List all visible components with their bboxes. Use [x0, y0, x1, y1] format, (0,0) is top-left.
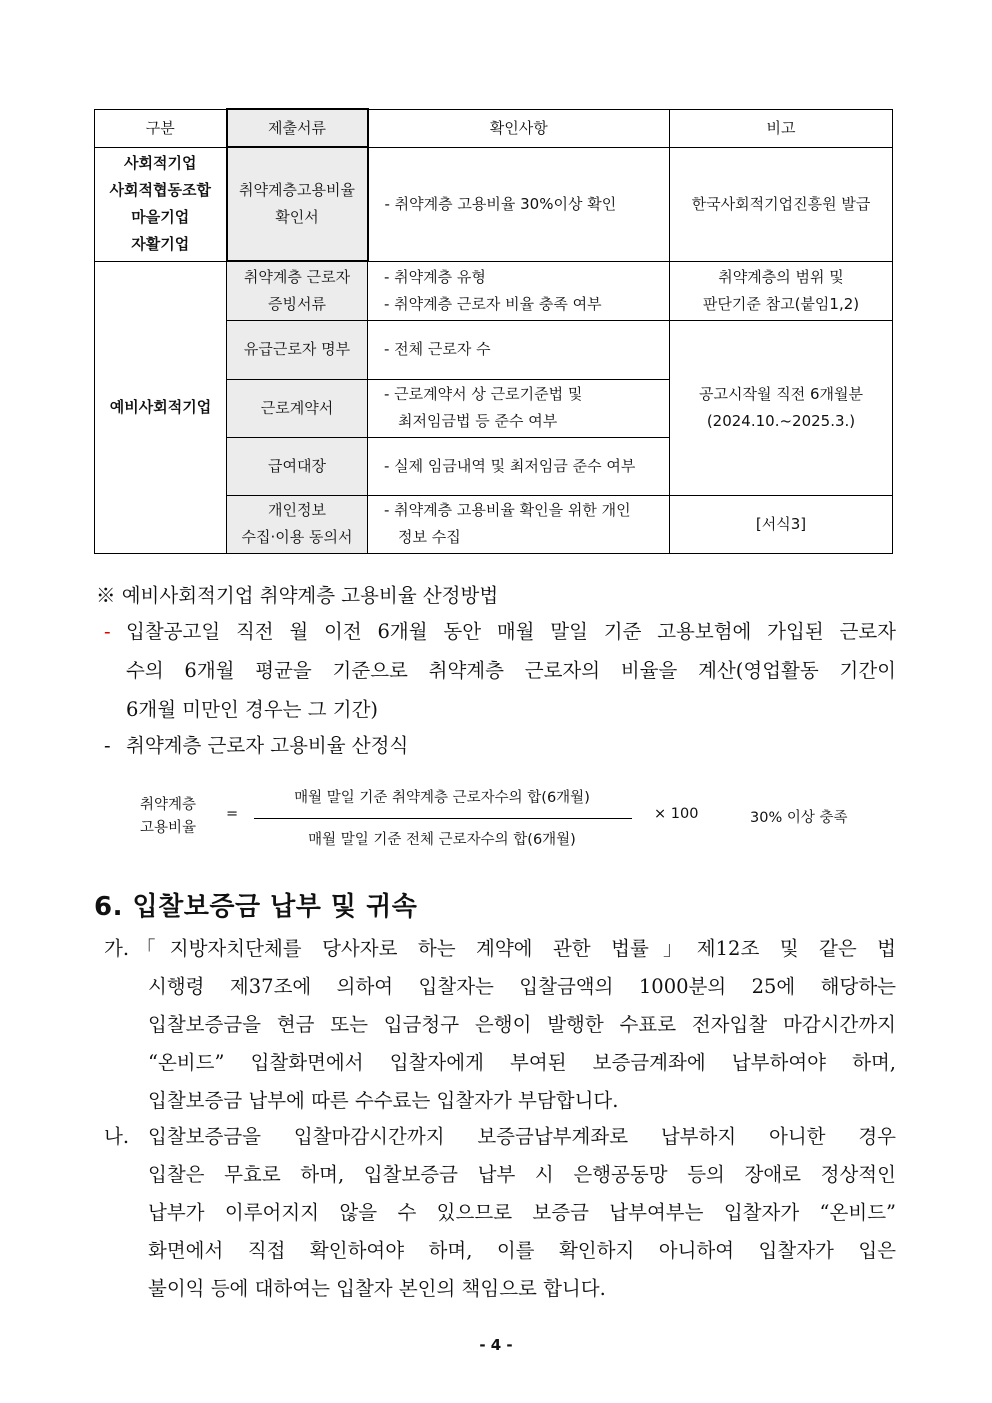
- red-dash-marker: -: [104, 620, 111, 643]
- header-documents: 제출서류: [227, 109, 368, 147]
- formula-multiplier: × 100: [654, 806, 699, 822]
- formula-equals: =: [226, 806, 239, 822]
- document-cell: 유급근로자 명부: [227, 320, 368, 379]
- remark-cell: 공고시작월 직전 6개월분 (2024.10.~2025.3.): [670, 320, 893, 495]
- ratio-formula: [0, 778, 992, 858]
- formula-numerator: 매월 말일 기준 취약계층 근로자수의 합(6개월): [294, 790, 590, 806]
- method-item-1: - 입찰공고일 직전 월 이전 6개월 동안 매월 말일 기준 고용보험에 가입된 근로자 수의 6개월 평균을 기준으로 취약계층 근로자의 비율을 계산(영업활동 기간이 6개월 미만인 경우는 그 기간): [104, 612, 896, 729]
- check-cell: - 취약계층 고용비율 확인을 위한 개인 정보 수집: [368, 495, 670, 553]
- check-cell: - 실제 임금내역 및 최저임금 준수 여부: [368, 437, 670, 495]
- document-cell: 급여대장: [227, 437, 368, 495]
- paragraph-marker: 가.: [104, 937, 130, 960]
- header-check-items: 확인사항: [368, 109, 670, 147]
- paragraph-marker: 나.: [104, 1125, 130, 1148]
- header-remarks: 비고: [670, 109, 893, 147]
- check-cell: - 취약계층 유형 - 취약계층 근로자 비율 충족 여부: [368, 261, 670, 320]
- check-cell: - 전체 근로자 수: [368, 320, 670, 379]
- page-number: - 4 -: [479, 1336, 513, 1354]
- table-row: [95, 147, 893, 261]
- header-category: 구분: [95, 109, 227, 147]
- category-cell: 사회적기업 사회적협동조합 마을기업 자활기업: [95, 147, 227, 261]
- paragraph-na: 나. 입찰보증금을 입찰마감시간까지 보증금납부계좌로 납부하지 아니한 경우 입찰은 무효로 하며, 입찰보증금 납부 시 은행공동망 등의 장애로 정상적인 납부가 이루어지지 않을 수 있으므로 보증금 납부여부는 입찰자가 “온비드” 화면에서 직접 확인하여야 하며, 이를 확인하지 아니하여 입찰자가 입은 불이익 등에 대하여는 입찰자 본인의 책임으로 합니다.: [104, 1118, 896, 1308]
- formula-condition: 30% 이상 충족: [750, 810, 848, 826]
- method-item-2: - 취약계층 근로자 고용비율 산정식: [104, 726, 896, 765]
- formula-denominator: 매월 말일 기준 전체 근로자수의 합(6개월): [308, 832, 576, 848]
- formula-lhs: 취약계층 고용비율: [139, 797, 197, 836]
- document-cell: 취약계층 근로자 증빙서류: [227, 261, 368, 320]
- table-header-row: [95, 109, 893, 147]
- requirements-table: [94, 108, 893, 554]
- document-cell: 취약계층고용비율 확인서: [227, 147, 368, 261]
- remark-cell: 한국사회적기업진흥원 발급: [670, 147, 893, 261]
- document-cell: 개인정보 수집·이용 동의서: [227, 495, 368, 553]
- table-row: [95, 261, 893, 320]
- check-cell: - 취약계층 고용비율 30%이상 확인: [368, 147, 670, 261]
- dash-marker: -: [104, 734, 111, 757]
- remark-cell: [서식3]: [670, 495, 893, 553]
- paragraph-ga: 가. 「지방자치단체를 당사자로 하는 계약에 관한 법률」제12조 및 같은 법 시행령 제37조에 의하여 입찰자는 입찰금액의 1000분의 25에 해당하는 입찰보증금을 현금 또는 입금청구 은행이 발행한 수표로 전자입찰 마감시간까지 “온비드” 입찰화면에서 입찰자에게 부여된 보증금계좌에 납부하여야 하며, 입찰보증금 납부에 따른 수수료는 입찰자가 부담합니다.: [104, 930, 896, 1120]
- check-cell: - 근로계약서 상 근로기준법 및 최저임금법 등 준수 여부: [368, 379, 670, 437]
- prelim-category-cell: 예비사회적기업: [95, 261, 227, 553]
- method-title: ※ 예비사회적기업 취약계층 고용비율 산정방법: [96, 584, 499, 607]
- section-title: 6. 입찰보증금 납부 및 귀속: [94, 892, 418, 922]
- fraction-bar: [254, 818, 632, 819]
- remark-cell: 취약계층의 범위 및 판단기준 참고(붙임1,2): [670, 261, 893, 320]
- document-cell: 근로계약서: [227, 379, 368, 437]
